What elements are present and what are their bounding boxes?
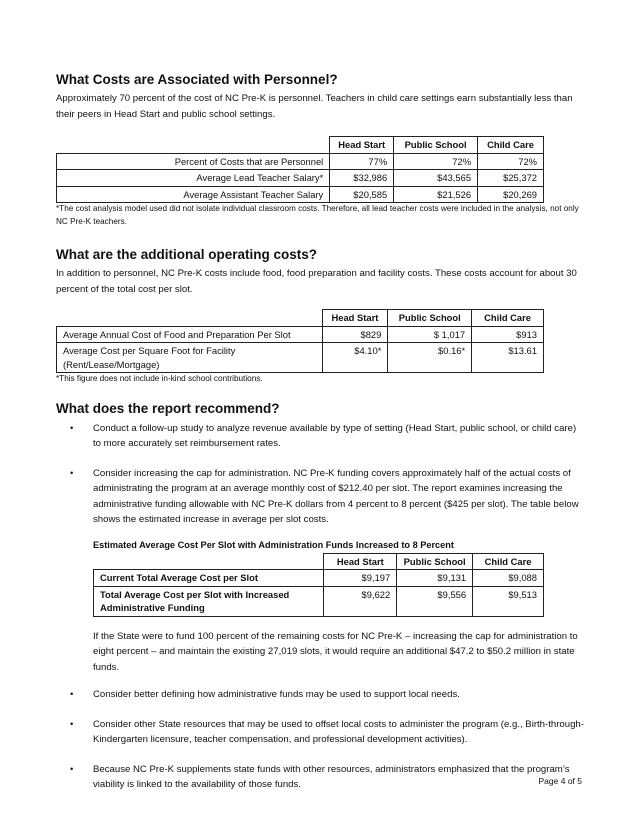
column-header: Child Care	[478, 137, 544, 154]
column-header: Head Start	[324, 553, 397, 570]
list-item-text: Consider better defining how administrative funds may be used to support local needs.	[93, 689, 460, 701]
row-label: Percent of Costs that are Personnel	[57, 153, 330, 170]
list-item	[56, 421, 586, 452]
list-item-text: Consider other State resources that may be used to offset local costs to administer the program (e.g., Birth-through-Kindergarten licensure, teacher compensation, and professional development activities).	[93, 718, 584, 746]
list-item-text: Because NC Pre-K supplements state funds with other resources, administrators emphasized that the program’s viability is linked to the availability of those funds.	[93, 763, 570, 791]
row-label: Average Cost per Square Foot for Facility (Rent/Lease/Mortgage)	[57, 343, 323, 373]
cell-value: $32,986	[330, 170, 394, 187]
list-item	[56, 466, 586, 676]
recommend-heading: What does the report recommend?	[56, 400, 280, 416]
cell-value: $ 1,017	[388, 326, 472, 343]
empty-header-cell	[57, 310, 323, 327]
column-header: Public School	[397, 553, 473, 570]
cell-value: 72%	[394, 153, 478, 170]
row-label: Average Annual Cost of Food and Preparation Per Slot	[57, 326, 323, 343]
personnel-heading: What Costs are Associated with Personnel?	[56, 72, 338, 87]
operating-paragraph: In addition to personnel, NC Pre-K costs include food, food preparation and facility costs. These costs account for about 30 percent of the total cost per slot.	[56, 268, 577, 295]
cell-value: $4.10*	[322, 343, 388, 373]
cell-value: $25,372	[478, 170, 544, 187]
bullet-icon: •	[70, 763, 74, 775]
row-label: Current Total Average Cost per Slot	[94, 570, 324, 587]
cell-value: $829	[322, 326, 388, 343]
cell-value: $913	[472, 326, 544, 343]
table-row	[57, 170, 544, 187]
page-number: Page 4 of 5	[538, 776, 582, 786]
table-row	[57, 153, 544, 170]
cell-value: $21,526	[394, 186, 478, 203]
column-header: Child Care	[473, 553, 544, 570]
table-row	[57, 343, 544, 373]
bullet-icon: •	[70, 718, 74, 730]
cell-value: 77%	[330, 153, 394, 170]
admin-table-title: Estimated Average Cost Per Slot with Administration Funds Increased to 8 Percent	[93, 539, 454, 550]
column-header: Head Start	[330, 137, 394, 154]
bullet-icon: •	[70, 422, 74, 434]
cell-value: $0.16*	[388, 343, 472, 373]
cell-value: $9,088	[473, 570, 544, 587]
column-header: Head Start	[322, 310, 388, 327]
table-row	[57, 326, 544, 343]
row-label: Average Lead Teacher Salary*	[57, 170, 330, 187]
operating-table	[56, 309, 544, 373]
list-item	[56, 717, 586, 748]
table-header-row	[57, 310, 544, 327]
cell-value: $20,585	[330, 186, 394, 203]
list-item	[56, 687, 586, 703]
operating-footnote: *This figure does not include in-kind school contributions.	[56, 374, 263, 384]
list-item-text: Conduct a follow-up study to analyze revenue available by type of setting (Head Start, public school, or child care) to more accurately set reimbursement rates.	[93, 422, 577, 450]
cell-value: $9,197	[324, 570, 397, 587]
row-label: Average Assistant Teacher Salary	[57, 186, 330, 203]
list-item-text: Consider increasing the cap for administration. NC Pre-K funding covers approximately half of the actual costs of administrating the program at an average monthly cost of $212.40 per slot. The report examines increasing the administrative funding allowable with NC Pre-K dollars from 4 percent to 8 percent ($425 per slot). The table below shows the estimated increase in average per slot costs.	[93, 467, 579, 526]
table-header-row	[94, 553, 544, 570]
admin-table	[93, 553, 544, 617]
cell-value: $43,565	[394, 170, 478, 187]
funding-followup-paragraph: If the State were to fund 100 percent of the remaining costs for NC Pre-K – increasing the cap for administration to eight percent – and maintain the existing 27,019 slots, it would require an additional $47.2 to $50.2 million in state funds.	[93, 630, 578, 673]
cell-value: $9,513	[473, 586, 544, 616]
page-content	[56, 72, 586, 793]
table-row	[94, 570, 544, 587]
empty-header-cell	[57, 137, 330, 154]
admin-table-block	[93, 539, 586, 617]
list-item	[56, 762, 586, 793]
column-header: Public School	[394, 137, 478, 154]
cell-value: $20,269	[478, 186, 544, 203]
table-row	[57, 186, 544, 203]
table-row	[94, 586, 544, 616]
cell-value: $9,131	[397, 570, 473, 587]
bullet-icon: •	[70, 467, 74, 479]
empty-header-cell	[94, 553, 324, 570]
table-header-row	[57, 137, 544, 154]
column-header: Child Care	[472, 310, 544, 327]
personnel-table	[56, 136, 544, 203]
operating-heading: What are the additional operating costs?	[56, 247, 318, 263]
cell-value: $9,556	[397, 586, 473, 616]
column-header: Public School	[388, 310, 472, 327]
cell-value: 72%	[478, 153, 544, 170]
row-label: Total Average Cost per Slot with Increased Administrative Funding	[94, 586, 324, 616]
recommendation-list	[56, 421, 586, 793]
personnel-paragraph: Approximately 70 percent of the cost of NC Pre-K is personnel. Teachers in child care settings earn substantially less than their peers in Head Start and public school settings.	[56, 93, 573, 120]
personnel-footnote: *The cost analysis model used did not isolate individual classroom costs. Therefore, all lead teacher costs were included in the analysis, not only NC Pre-K teachers.	[56, 204, 579, 226]
cell-value: $13.61	[472, 343, 544, 373]
cell-value: $9,622	[324, 586, 397, 616]
bullet-icon: •	[70, 689, 74, 701]
